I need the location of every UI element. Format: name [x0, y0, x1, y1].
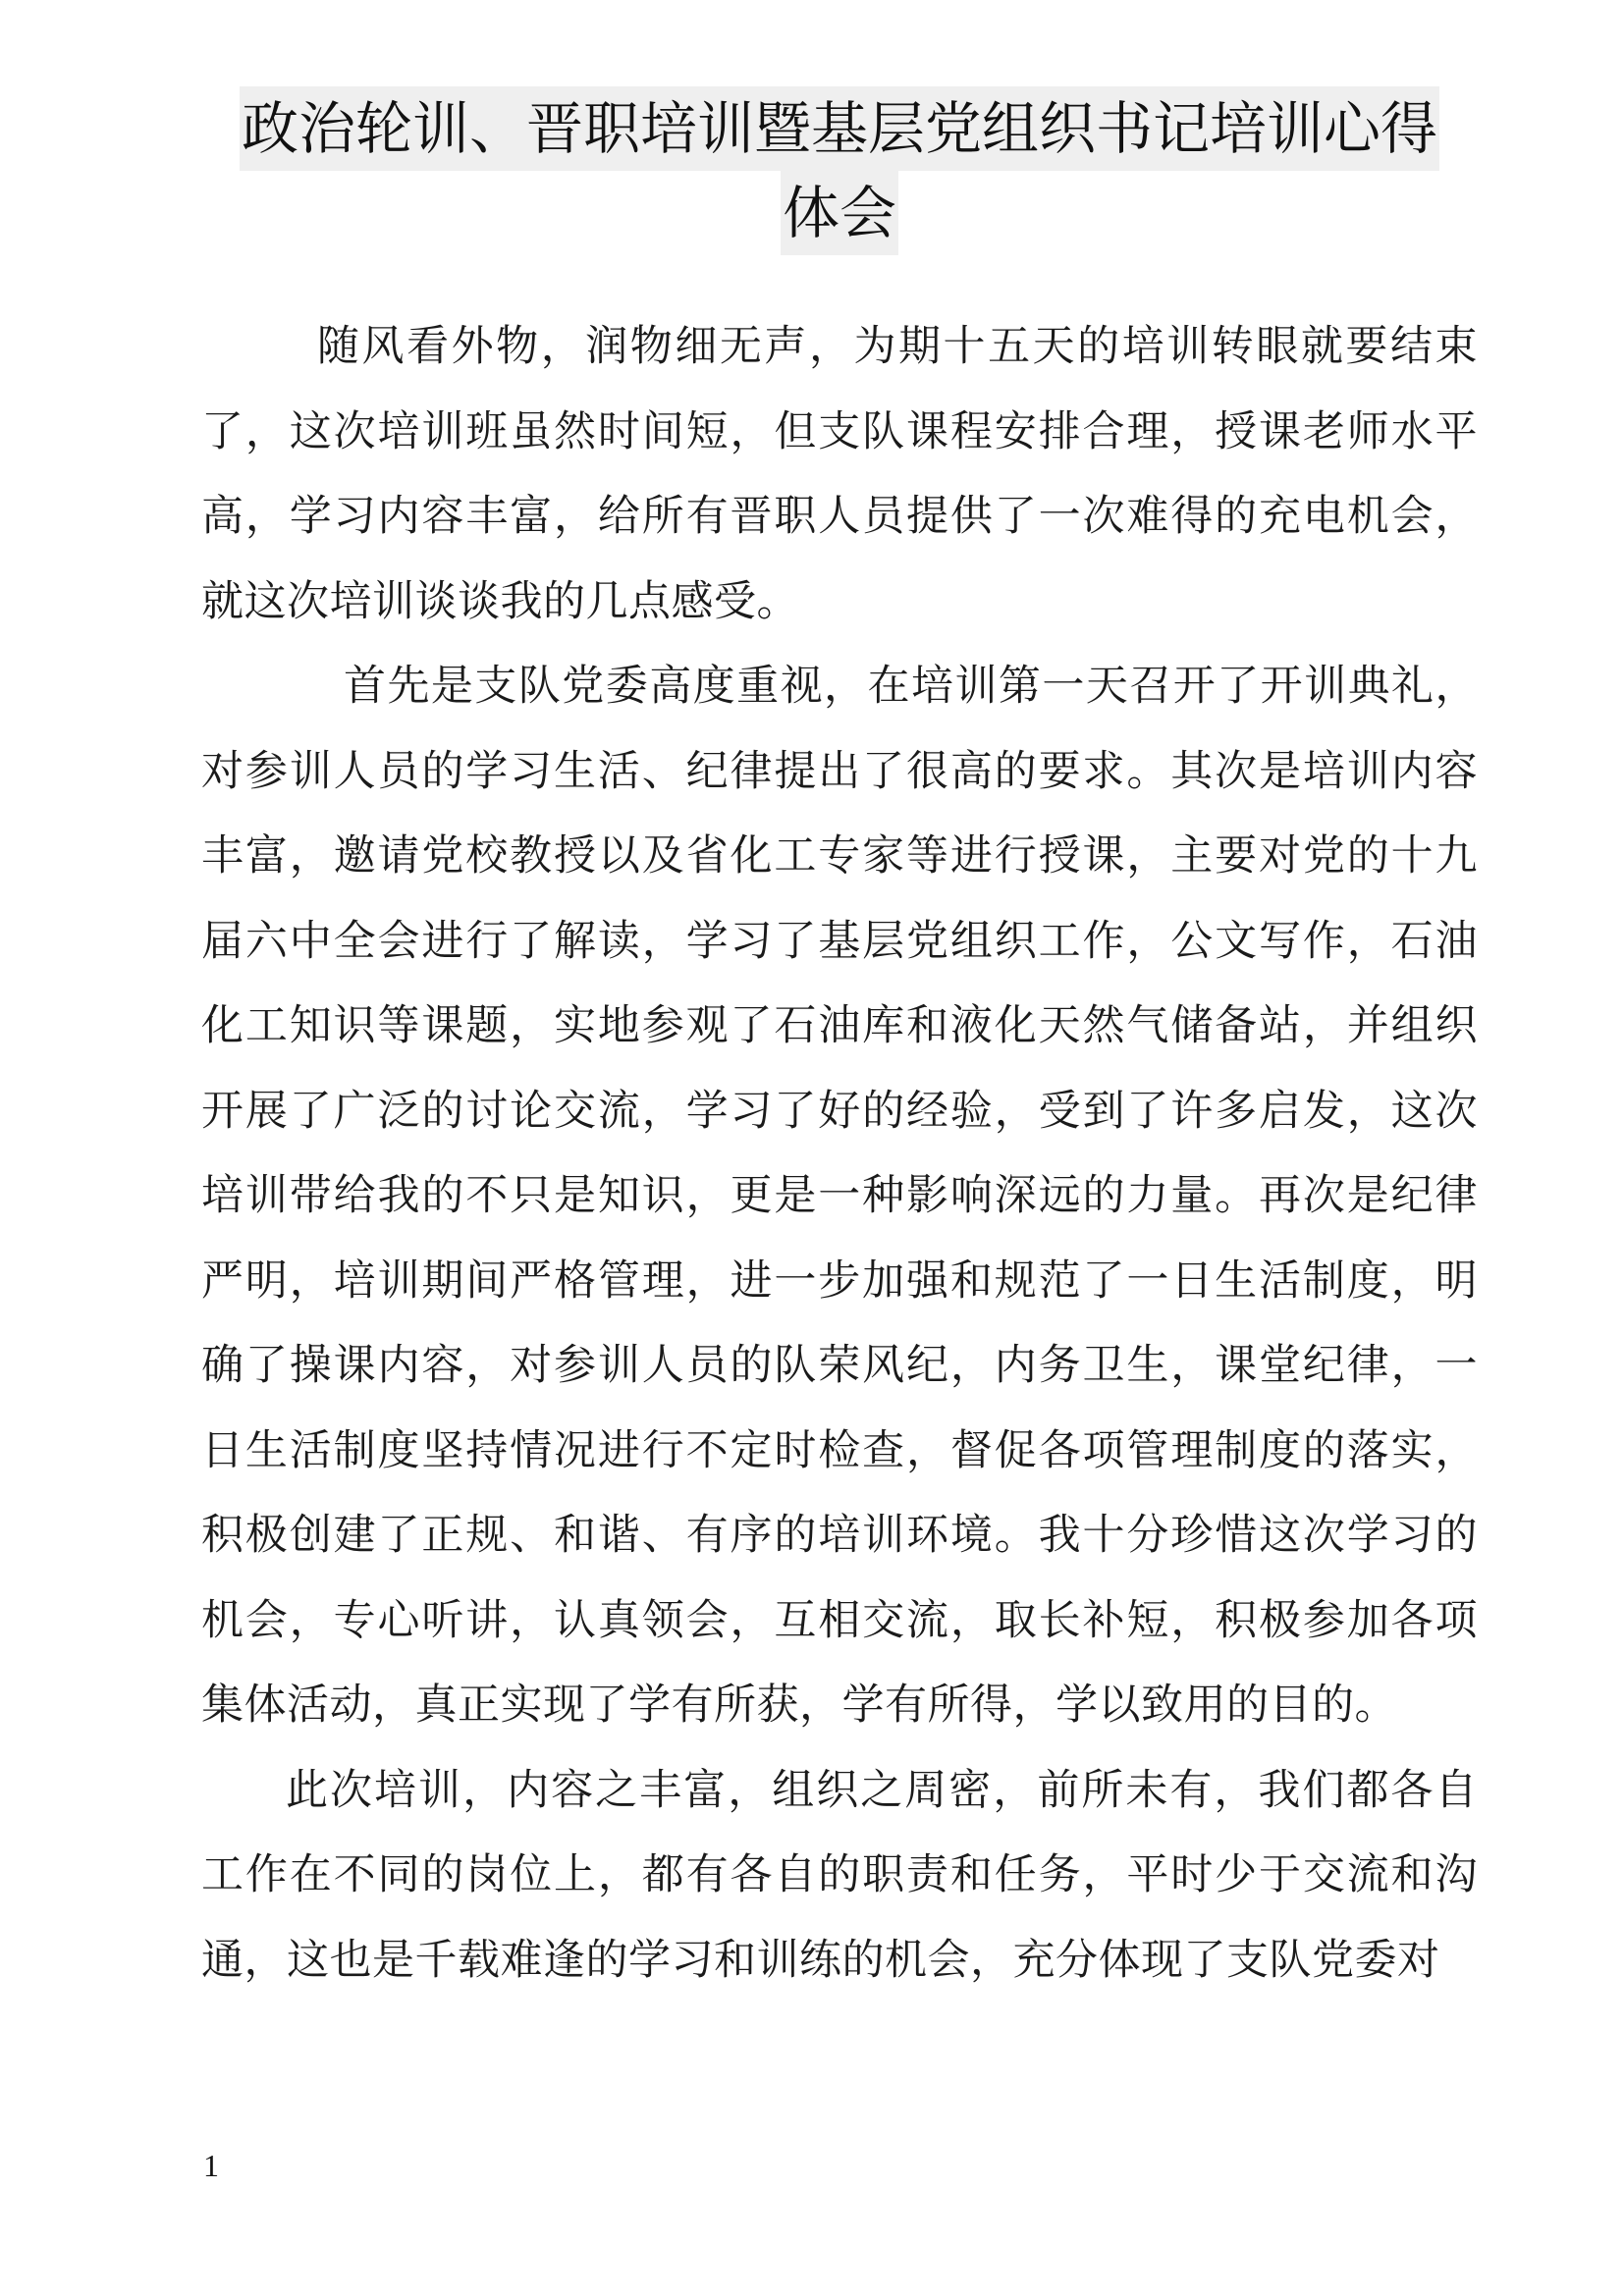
paragraph-1: 随风看外物，润物细无声，为期十五天的培训转眼就要结束了，这次培训班虽然时间短，但支队课程安排合理，授课老师水平高，学习内容丰富，给所有晋职人员提供了一次难得的充电机会，就这次培训谈谈我的几点感受。: [201, 322, 1478, 626]
paragraph-3: 此次培训，内容之丰富，组织之周密，前所未有，我们都各自工作在不同的岗位上，都有各自的职责和任务，平时少于交流和沟通，这也是千载难逢的学习和训练的机会，充分体现了支队党委对: [201, 1765, 1478, 1985]
document-body: [201, 304, 1478, 2002]
document-title: [201, 86, 1478, 255]
title-line-2: 体会: [781, 171, 898, 255]
title-line-1: 政治轮训、晋职培训暨基层党组织书记培训心得: [240, 86, 1439, 171]
page-number: 1: [203, 2148, 219, 2183]
paragraph-2: 首先是支队党委高度重视，在培训第一天召开了开训典礼，对参训人员的学习生活、纪律提出了很高的要求。其次是培训内容丰富，邀请党校教授以及省化工专家等进行授课，主要对党的十九届六中全会进行了解读，学习了基层党组织工作，公文写作，石油化工知识等课题，实地参观了石油库和液化天然气储备站，并组织开展了广泛的讨论交流，学习了好的经验，受到了许多启发，这次培训带给我的不只是知识，更是一种影响深远的力量。再次是纪律严明，培训期间严格管理，进一步加强和规范了一日生活制度，明确了操课内容，对参训人员的队荣风纪，内务卫生，课堂纪律，一日生活制度坚持情况进行不定时检查，督促各项管理制度的落实，积极创建了正规、和谐、有序的培训环境。我十分珍惜这次学习的机会，专心听讲，认真领会，互相交流，取长补短，积极参加各项集体活动，真正实现了学有所获，学有所得，学以致用的目的。: [201, 662, 1478, 1730]
